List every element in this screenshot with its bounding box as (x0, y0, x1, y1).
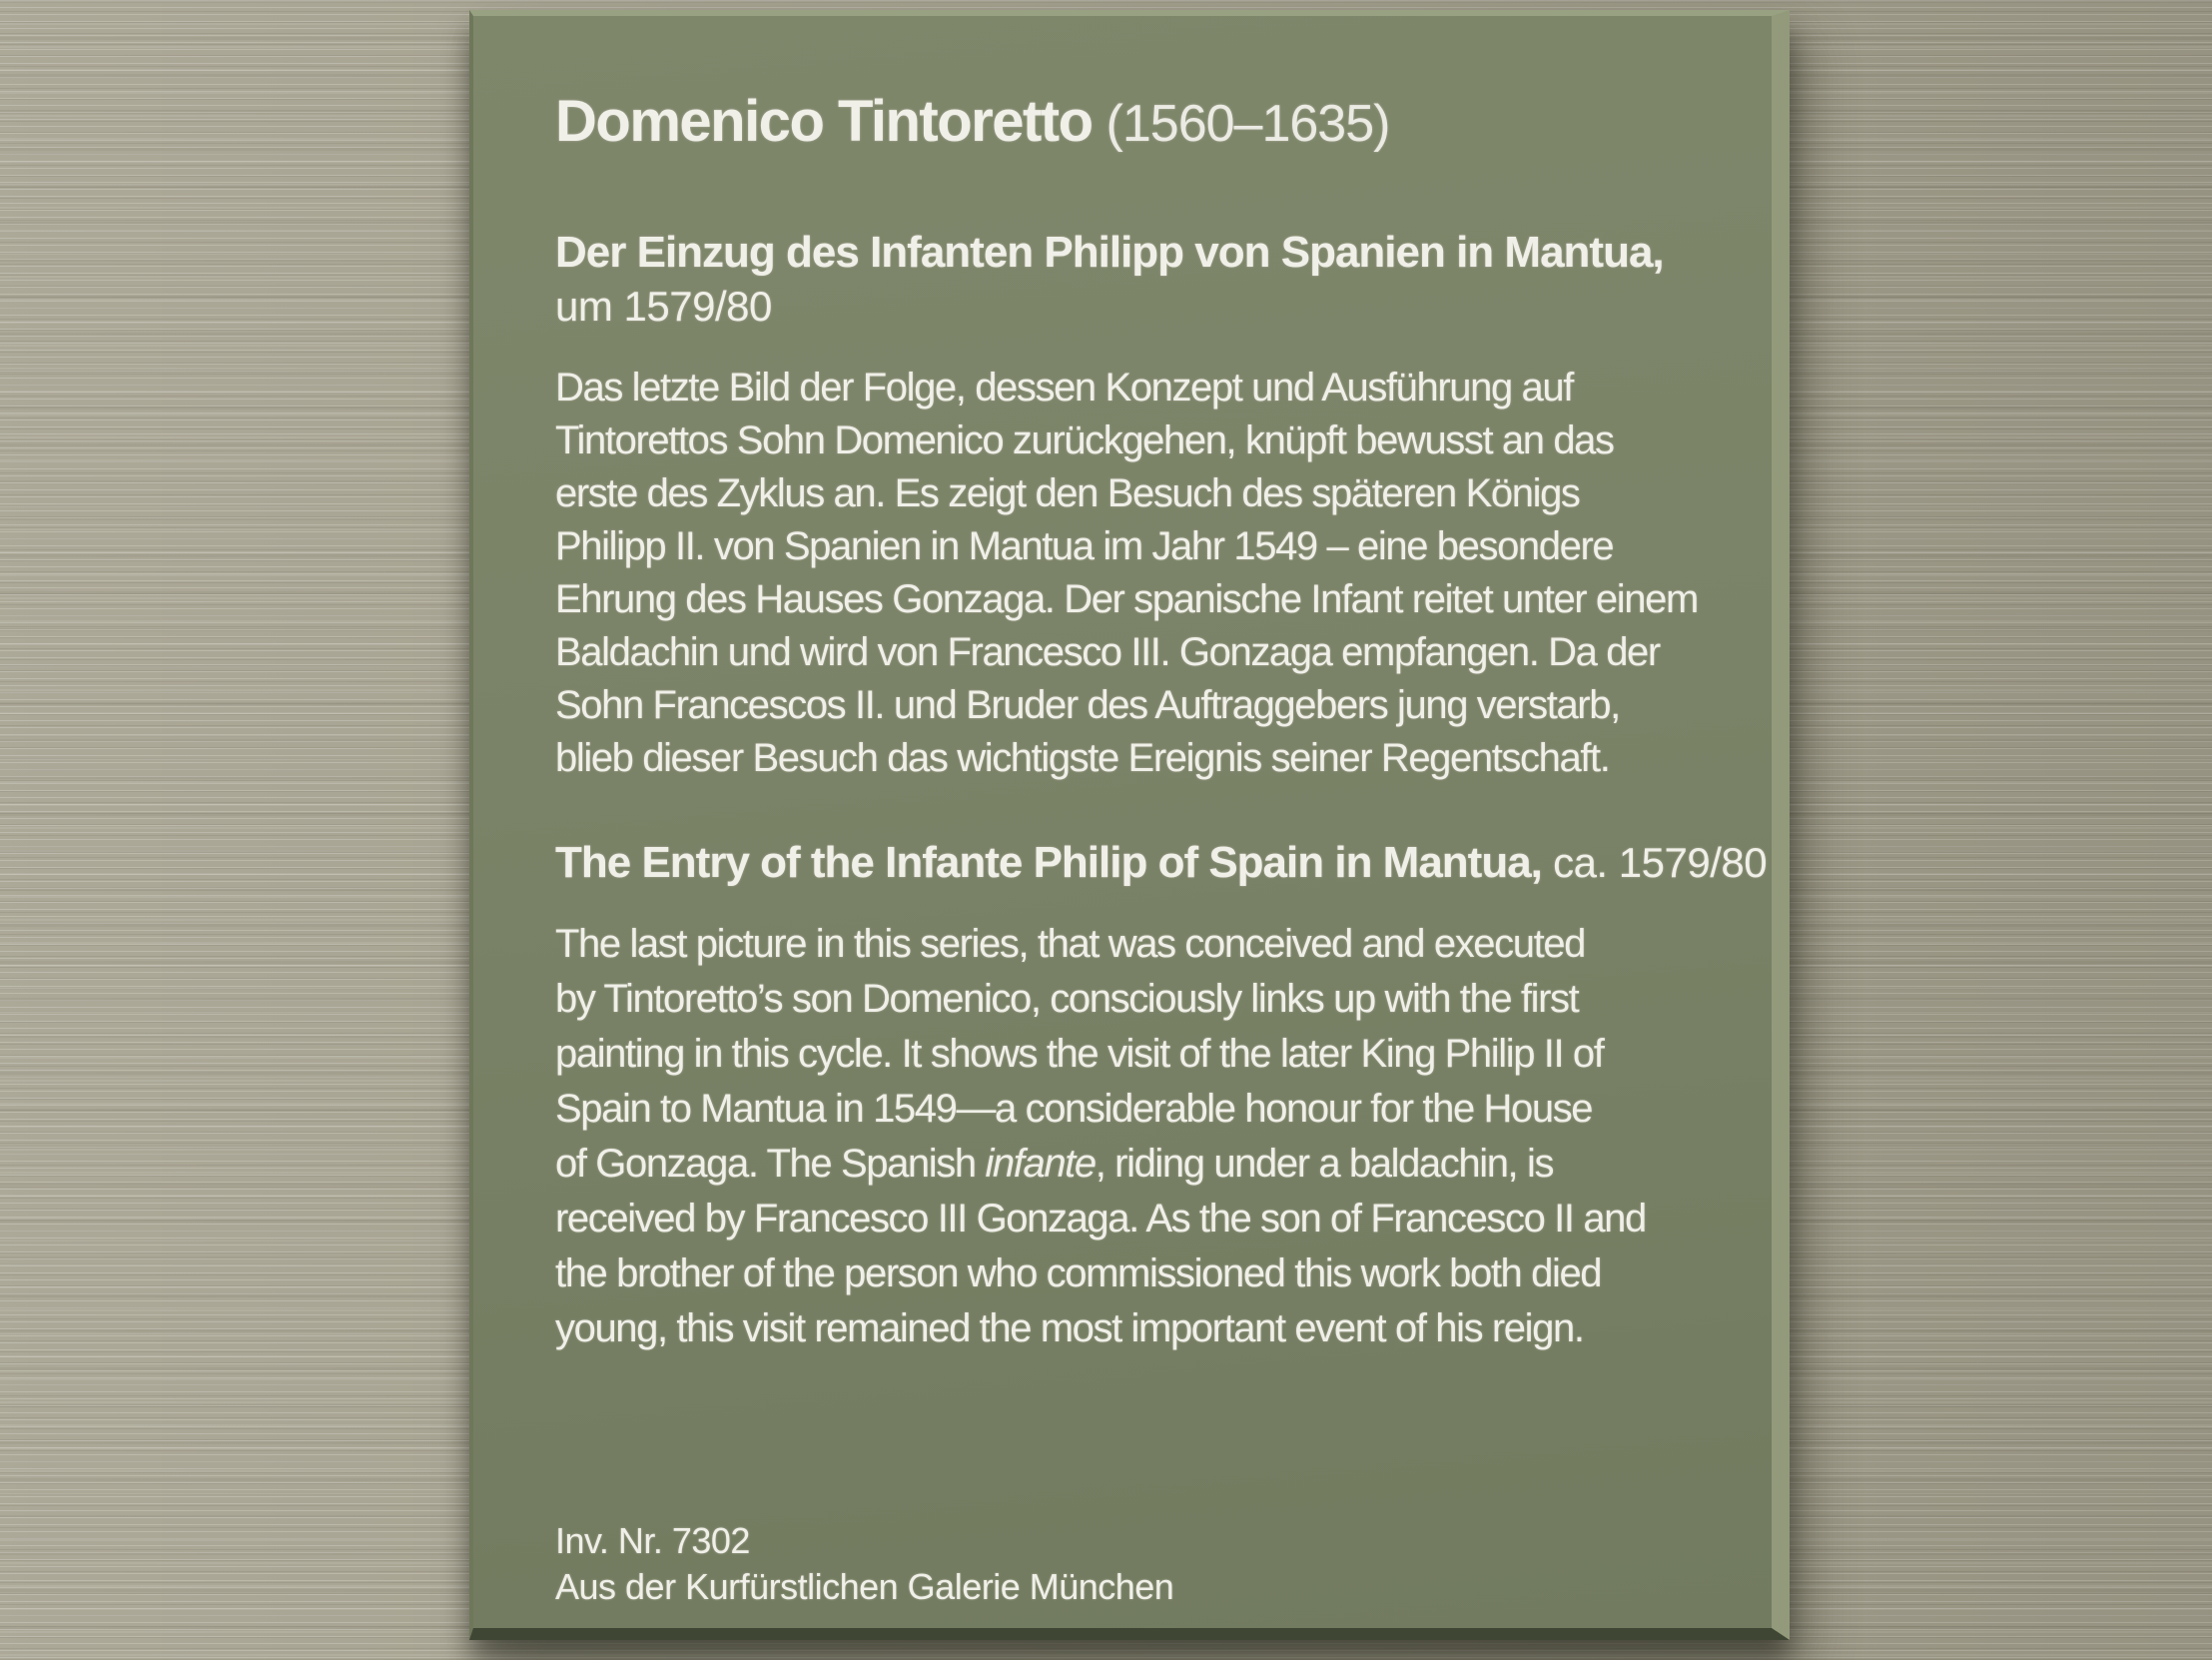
description-english-line: the brother of the person who commissioned this work both died (555, 1251, 1602, 1295)
plaque-surface (473, 16, 1772, 1628)
work-title-english-block (555, 834, 1767, 892)
description-english-line: received by Francesco III Gonzaga. As the son of Francesco II and (555, 1197, 1646, 1241)
description-german-line: Das letzte Bild der Folge, dessen Konzept und Ausführung auf (555, 366, 1573, 410)
description-english-line: The last picture in this series, that was conceived and executed (555, 922, 1586, 966)
description-german-line: Sohn Francescos II. und Bruder des Auftraggebers jung verstarb, (555, 683, 1620, 727)
work-date-english: ca. 1579/80 (1541, 839, 1768, 886)
description-german-line: Tintorettos Sohn Domenico zurückgehen, knüpft bewusst an das (555, 418, 1614, 462)
work-title-english: The Entry of the Infante Philip of Spain in Mantua, (555, 838, 1542, 887)
work-title-german: Der Einzug des Infanten Philipp von Spanien in Mantua, (555, 228, 1664, 277)
museum-label-plaque (469, 10, 1790, 1640)
artist-name: Domenico Tintoretto (555, 89, 1093, 154)
artist-dates: (1560–1635) (1106, 95, 1390, 153)
description-german (555, 362, 1698, 785)
description-english-line: Spain to Mantua in 1549—a considerable honour for the House (555, 1087, 1593, 1131)
italic-word-infante: infante (985, 1142, 1096, 1186)
provenance: Aus der Kurfürstlichen Galerie München (555, 1566, 1174, 1607)
description-german-line: blieb dieser Besuch das wichtigste Ereignis seiner Regentschaft. (555, 736, 1610, 780)
description-german-line: Ehrung des Hauses Gonzaga. Der spanische Infant reitet unter einem (555, 577, 1698, 621)
description-german-line: Baldachin und wird von Francesco III. Gonzaga empfangen. Da der (555, 630, 1660, 674)
description-english-line: by Tintoretto’s son Domenico, consciously links up with the first (555, 977, 1579, 1021)
description-english-line: painting in this cycle. It shows the visit of the later King Philip II of (555, 1032, 1604, 1076)
work-date-german: um 1579/80 (555, 283, 772, 330)
inventory-number: Inv. Nr. 7302 (555, 1520, 750, 1561)
artist-line (555, 88, 1389, 155)
description-german-line: erste des Zyklus an. Es zeigt den Besuch des späteren Königs (555, 471, 1580, 515)
description-english-line: of Gonzaga. The Spanish infante, riding under a baldachin, is (555, 1142, 1554, 1186)
description-english (555, 917, 1646, 1356)
inventory-block (555, 1518, 1173, 1610)
description-english-line: young, this visit remained the most important event of his reign. (555, 1306, 1584, 1350)
work-title-german-block (555, 224, 1664, 332)
description-german-line: Philipp II. von Spanien in Mantua im Jahr 1549 – eine besondere (555, 524, 1614, 568)
